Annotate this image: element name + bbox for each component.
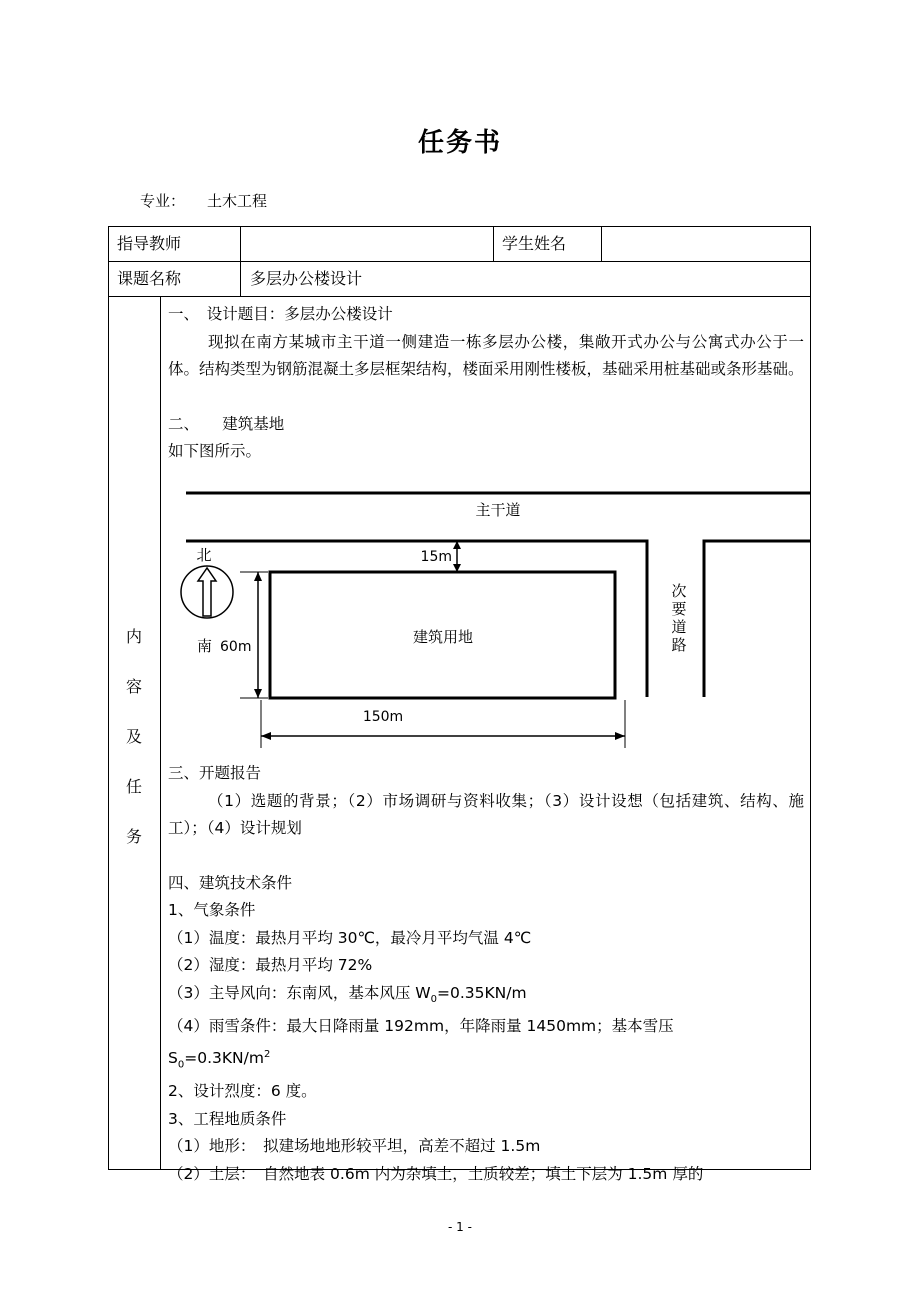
geology-soil: （2）土层： 自然地表 0.6m 内为杂填土，土质较差；填土下层为 1.5m 厚的 xyxy=(168,1164,704,1183)
climate-wind: （3）主导风向：东南风，基本风压 $W_0=0.35KN/m$ xyxy=(168,983,527,1005)
climate-heading: 1、气象条件 xyxy=(168,901,256,919)
road-boundary xyxy=(186,541,647,697)
section-1-title: 一、 设计题目：多层办公楼设计 xyxy=(168,305,393,323)
climate-humidity: （2）湿度：最热月平均 72% xyxy=(168,956,373,974)
side-char: 及 xyxy=(125,727,142,746)
compass-icon xyxy=(181,566,233,618)
content-bottom xyxy=(168,760,804,1188)
climate-rain-snow: （4）雨雪条件：最大日降雨量 192mm，年降雨量 1450mm；基本雪压 xyxy=(168,1017,674,1036)
topic-label: 课题名称 xyxy=(117,269,182,288)
secondary-road-char: 路 xyxy=(671,636,687,654)
climate-temperature: （1）温度：最热月平均 30℃，最冷月平均气温 4℃ xyxy=(168,928,532,947)
section-3-body: （1）选题的背景；（2）市场调研与资料收集；（3）设计设想（包括建筑、结构、施工）；（4）设计规划 xyxy=(168,791,804,837)
side-char: 容 xyxy=(125,677,142,696)
secondary-road-edge xyxy=(704,541,811,697)
section-2-title: 二、 建筑基地 xyxy=(168,414,285,433)
topic-value: 多层办公楼设计 xyxy=(250,269,363,288)
climate-snow-pressure: $S_0=0.3KN/m^2$ xyxy=(168,1048,271,1070)
secondary-road-char: 道 xyxy=(671,618,687,636)
student-label: 学生姓名 xyxy=(502,234,567,253)
north-arrow-icon xyxy=(198,568,216,616)
section-2-body: 如下图所示。 xyxy=(168,442,262,460)
major-label: 专业： xyxy=(140,192,186,210)
major-value: 土木工程 xyxy=(207,192,268,210)
dim-left-arrow xyxy=(254,572,262,581)
secondary-road-char: 次 xyxy=(671,582,687,600)
dim-bottom-label: 150m xyxy=(362,709,404,725)
page-number: - 1 - xyxy=(448,1220,472,1234)
side-char: 内 xyxy=(125,627,142,646)
north-label: 北 xyxy=(196,546,212,564)
dim-bottom-arrow xyxy=(261,732,271,740)
south-label: 南 xyxy=(197,637,213,655)
geology-heading: 3、工程地质条件 xyxy=(168,1109,287,1128)
dim-top-label: 15m xyxy=(420,549,452,565)
side-char: 务 xyxy=(125,827,142,846)
geology-terrain: （1）地形： 拟建场地地形较平坦，高差不超过 1.5m xyxy=(168,1137,541,1156)
secondary-road-char: 要 xyxy=(671,600,687,618)
dim-left-label: 60m xyxy=(220,639,252,655)
advisor-label: 指导教师 xyxy=(117,234,182,253)
dim-bottom-arrow xyxy=(615,732,625,740)
dim-left-arrow xyxy=(254,689,262,698)
section-4-title: 四、建筑技术条件 xyxy=(168,873,293,892)
section-3-title: 三、开题报告 xyxy=(168,764,262,782)
section-1-body: 现拟在南方某城市主干道一侧建造一栋多层办公楼，集敞开式办公与公寓式办公于一体。结构类型为钢筋混凝土多层框架结构，楼面采用刚性楼板，基础采用桩基础或条形基础。 xyxy=(168,332,804,378)
seismic-intensity: 2、设计烈度：6 度。 xyxy=(168,1082,317,1101)
main-road-label: 主干道 xyxy=(475,501,521,519)
side-char: 任 xyxy=(125,777,142,796)
document-title: 任务书 xyxy=(417,128,502,158)
site-label: 建筑用地 xyxy=(412,628,474,646)
